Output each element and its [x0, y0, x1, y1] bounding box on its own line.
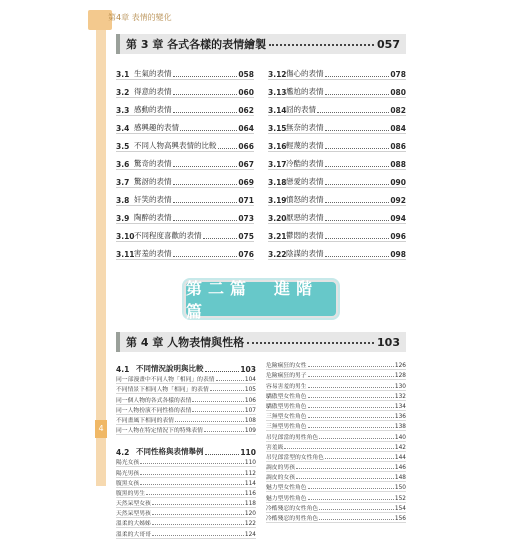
toc-entry[interactable]	[116, 374, 256, 384]
entry-label: 陽光男孩	[116, 470, 140, 477]
entry-page: 098	[390, 250, 406, 259]
toc-entry[interactable]	[266, 360, 406, 370]
toc-entry[interactable]	[268, 116, 406, 134]
leader-dots	[175, 420, 244, 422]
entry-page: 075	[238, 232, 254, 241]
toc-entry[interactable]	[268, 206, 406, 224]
toc-entry[interactable]	[116, 98, 254, 116]
toc-entry[interactable]	[116, 405, 256, 415]
entry-label: 同一個人物的各式各樣的表情	[116, 397, 192, 404]
entry-page: 105	[244, 387, 256, 394]
chapter-3-heading[interactable]	[116, 34, 406, 54]
leader-dots	[325, 92, 390, 95]
leader-dots	[140, 483, 244, 485]
leader-dots	[325, 457, 394, 459]
leader-dots	[203, 236, 238, 239]
entry-label: 輕蔑的表情	[286, 141, 324, 150]
leader-dots	[247, 336, 374, 344]
entry-label: 害羞的表情	[134, 249, 172, 258]
entry-number: 3.3	[116, 106, 130, 115]
entry-label: 天然呆型女孩	[116, 501, 151, 508]
entry-label: 感興趣的表情	[134, 123, 179, 132]
leader-dots	[308, 498, 394, 500]
entry-label: 驕傲型女性角色	[266, 393, 307, 400]
toc-entry[interactable]	[268, 98, 406, 116]
entry-page: 134	[394, 403, 406, 410]
entry-page: 107	[244, 407, 256, 414]
toc-entry[interactable]	[268, 152, 406, 170]
entry-label: 冷酷殘忍的男性角色	[266, 516, 319, 522]
entry-label: 冷酷殘忍的女性角色	[266, 505, 319, 512]
toc-entry[interactable]	[266, 421, 406, 431]
toc-entry[interactable]	[116, 116, 254, 134]
leader-dots	[308, 386, 394, 388]
entry-number: 3.21	[268, 232, 287, 241]
entry-number: 3.9	[116, 214, 130, 223]
entry-page: 148	[394, 475, 406, 482]
entry-number: 3.20	[268, 214, 287, 223]
entry-label: 得意的表情	[134, 87, 172, 96]
chapter-page: 103	[377, 335, 400, 349]
toc-entry[interactable]	[266, 492, 406, 502]
entry-page: 086	[390, 142, 406, 151]
entry-page: 062	[238, 106, 254, 115]
toc-entry[interactable]	[116, 188, 254, 206]
toc-entry[interactable]	[116, 384, 256, 394]
leader-dots	[210, 389, 244, 391]
entry-label: 陰謀的表情	[286, 249, 324, 258]
toc-entry[interactable]	[268, 242, 406, 260]
leader-dots	[173, 164, 238, 167]
entry-label: 驕傲型男性角色	[266, 403, 307, 410]
chapter-title: 第 4 章 人物表情與性格	[126, 336, 245, 349]
entry-page: 076	[238, 250, 254, 259]
entry-number: 3.14	[268, 106, 287, 115]
entry-number: 3.15	[268, 124, 287, 133]
toc-entry[interactable]	[116, 394, 256, 404]
entry-page: 132	[394, 393, 406, 400]
chapter-3-right-column	[268, 62, 406, 260]
section-page: 103	[240, 365, 256, 374]
leader-dots	[325, 236, 390, 239]
leader-dots	[152, 534, 244, 536]
toc-entry[interactable]	[266, 380, 406, 390]
toc-entry[interactable]	[116, 478, 256, 488]
part-2-banner[interactable]: 第二篇 進階篇	[184, 280, 338, 318]
leader-dots	[284, 447, 394, 449]
toc-entry[interactable]	[266, 472, 406, 482]
leader-dots	[152, 523, 244, 525]
leader-dots	[192, 400, 244, 402]
toc-entry[interactable]	[116, 62, 254, 80]
entry-page: 106	[244, 397, 256, 404]
leader-dots	[325, 200, 390, 203]
leader-dots	[152, 503, 244, 505]
entry-label: 害羞級	[266, 444, 284, 451]
entry-label: 危險瘋狂的女性	[266, 363, 307, 370]
entry-number: 3.19	[268, 196, 287, 205]
entry-number: 3.1	[116, 70, 130, 79]
entry-label: 陽光女孩	[116, 460, 140, 467]
leader-dots	[319, 518, 394, 520]
section-label: 不同性格與表情舉例	[136, 447, 204, 457]
toc-entry[interactable]	[116, 528, 256, 538]
entry-label: 奸笑的表情	[134, 195, 172, 204]
entry-page: 114	[244, 480, 256, 487]
leader-dots	[173, 92, 238, 95]
leader-dots	[173, 182, 238, 185]
entry-page: 120	[244, 511, 256, 518]
entry-page: 138	[394, 424, 406, 431]
chapter-3-entries	[116, 62, 406, 260]
entry-label: 同一人物扮演不同性格的表情	[116, 407, 192, 414]
leader-dots	[319, 508, 394, 510]
section-4-1-heading[interactable]	[116, 362, 256, 374]
entry-number: 3.13	[268, 88, 287, 97]
entry-label: 尷尬的表情	[286, 87, 324, 96]
toc-entry[interactable]	[266, 391, 406, 401]
toc-entry[interactable]	[116, 467, 256, 477]
entry-page: 144	[394, 454, 406, 461]
toc-entry[interactable]	[268, 134, 406, 152]
entry-label: 同一部漫畫中不同人物「相同」的表情	[116, 377, 215, 384]
entry-page: 066	[238, 142, 254, 151]
toc-entry[interactable]	[116, 508, 256, 518]
toc-entry[interactable]	[266, 503, 406, 513]
leader-dots	[146, 493, 244, 495]
leader-dots	[308, 375, 394, 377]
entry-label: 吊兒郎當型的女性角色	[266, 454, 324, 461]
entry-page: 110	[244, 460, 256, 467]
leader-dots	[325, 218, 390, 221]
entry-page: 156	[394, 516, 406, 522]
entry-page: 124	[244, 531, 256, 538]
entry-number: 3.17	[268, 160, 287, 169]
entry-label: 三無型男性角色	[266, 424, 307, 431]
toc-entry[interactable]	[116, 206, 254, 224]
entry-label: 溫柔的大哥哥	[116, 531, 151, 538]
entry-page: 126	[394, 363, 406, 370]
entry-label: 腹黑的男生	[116, 490, 145, 497]
entry-page: 112	[244, 470, 256, 477]
entry-label: 感動的表情	[134, 105, 172, 114]
entry-label: 腹黑女孩	[116, 480, 140, 487]
leader-dots	[325, 254, 390, 257]
leader-dots	[319, 437, 394, 439]
leader-dots	[296, 467, 394, 469]
chapter-4-entries	[116, 360, 406, 539]
entry-page: 104	[244, 377, 256, 384]
toc-entry[interactable]	[116, 224, 254, 242]
section-4-1-items	[116, 374, 256, 435]
entry-label: 不同人物高興表情的比較	[134, 141, 217, 150]
leader-dots	[140, 473, 244, 475]
leader-dots	[308, 426, 394, 428]
leader-dots	[180, 128, 237, 131]
sidebar-strip	[96, 18, 106, 486]
leader-dots	[325, 74, 390, 77]
entry-label: 冷酷的表情	[286, 159, 324, 168]
leader-dots	[308, 487, 394, 489]
entry-label: 調皮的男孩	[266, 465, 295, 472]
entry-page: 060	[238, 88, 254, 97]
entry-page: 152	[394, 495, 406, 502]
entry-page: 082	[390, 106, 406, 115]
entry-number: 3.7	[116, 178, 130, 187]
entry-label: 驚訝的表情	[134, 177, 172, 186]
leader-dots	[173, 218, 238, 221]
entry-number: 3.22	[268, 250, 287, 259]
leader-dots	[308, 406, 394, 408]
toc-entry[interactable]	[116, 242, 254, 260]
entry-page: 142	[394, 444, 406, 451]
entry-page: 084	[390, 124, 406, 133]
entry-label: 容易害羞的男生	[266, 383, 307, 390]
toc-entry[interactable]	[266, 513, 406, 523]
entry-number: 3.2	[116, 88, 130, 97]
entry-label: 吊兒郎當的男性角色	[266, 434, 319, 441]
entry-page: 128	[394, 373, 406, 380]
entry-page: 064	[238, 124, 254, 133]
entry-page: 094	[390, 214, 406, 223]
leader-dots	[308, 396, 394, 398]
leader-dots	[317, 110, 389, 113]
entry-page: 090	[390, 178, 406, 187]
entry-page: 130	[394, 383, 406, 390]
entry-page: 080	[390, 88, 406, 97]
toc-entry[interactable]	[116, 518, 256, 528]
entry-label: 傷心的表情	[286, 69, 324, 78]
entry-page: 092	[390, 196, 406, 205]
entry-page: 073	[238, 214, 254, 223]
toc-entry[interactable]	[116, 152, 254, 170]
entry-label: 魅力型男性角色	[266, 495, 307, 502]
leader-dots	[173, 254, 238, 257]
toc-entry[interactable]	[266, 431, 406, 441]
toc-entry[interactable]	[268, 188, 406, 206]
leader-dots	[204, 430, 244, 432]
leader-dots	[325, 164, 390, 167]
entry-page: 108	[244, 417, 256, 424]
toc-entry[interactable]	[266, 482, 406, 492]
toc-entry[interactable]	[116, 134, 254, 152]
section-4-2-heading[interactable]	[116, 445, 256, 457]
chapter-title: 第 3 章 各式各樣的表情繪製	[126, 38, 267, 51]
chapter-4-right-column	[266, 360, 406, 539]
entry-page: 088	[390, 160, 406, 169]
leader-dots	[269, 38, 374, 46]
entry-number: 3.8	[116, 196, 130, 205]
entry-label: 魅力型女性角色	[266, 485, 307, 492]
entry-label: 陶醉的表情	[134, 213, 172, 222]
entry-number: 3.11	[116, 250, 135, 259]
toc-entry[interactable]	[116, 170, 254, 188]
entry-number: 3.6	[116, 160, 130, 169]
entry-number: 3.4	[116, 124, 130, 133]
toc-entry[interactable]	[268, 224, 406, 242]
entry-page: 146	[394, 465, 406, 472]
entry-page: 078	[390, 70, 406, 79]
leader-dots	[192, 410, 244, 412]
toc-entry[interactable]	[266, 452, 406, 462]
entry-label: 戀愛的表情	[286, 177, 324, 186]
toc-entry[interactable]	[116, 415, 256, 425]
leader-dots	[140, 462, 244, 464]
toc-entry[interactable]	[268, 62, 406, 80]
side-page-mark: 4	[95, 420, 107, 438]
entry-label: 囧的表情	[286, 105, 316, 114]
entry-label: 不同情景下相同人物「相同」的表情	[116, 387, 209, 394]
entry-number: 3.10	[116, 232, 135, 241]
leader-dots	[308, 416, 394, 418]
toc-entry[interactable]	[116, 425, 256, 435]
section-number: 4.2	[116, 448, 130, 458]
entry-label: 調皮的女孩	[266, 475, 295, 482]
entry-page: 109	[244, 428, 256, 435]
chapter-4-left-column	[116, 360, 256, 539]
toc-entry[interactable]	[116, 498, 256, 508]
entry-number: 3.18	[268, 178, 287, 187]
entry-label: 天然呆型男孩	[116, 511, 151, 518]
entry-page: 096	[390, 232, 406, 241]
leader-dots	[296, 477, 394, 479]
leader-dots	[216, 379, 244, 381]
entry-label: 不同畫風下相同的表情	[116, 417, 174, 424]
toc-entry[interactable]	[116, 457, 256, 467]
entry-page: 154	[394, 505, 406, 512]
toc-entry[interactable]	[268, 170, 406, 188]
toc-entry[interactable]	[266, 442, 406, 452]
entry-page: 069	[238, 178, 254, 187]
section-label: 不同情況說明與比較	[136, 364, 204, 373]
toc-entry[interactable]	[116, 80, 254, 98]
entry-label: 危險瘋狂的男子	[266, 373, 307, 380]
entry-label: 鬱悶的表情	[286, 231, 324, 240]
entry-page: 136	[394, 414, 406, 421]
entry-page: 071	[238, 196, 254, 205]
toc-entry[interactable]	[266, 370, 406, 380]
entry-page: 140	[394, 434, 406, 441]
leader-dots	[173, 74, 238, 77]
entry-page: 118	[244, 501, 256, 508]
toc-content	[116, 34, 406, 539]
toc-entry[interactable]	[266, 462, 406, 472]
leader-dots	[325, 146, 390, 149]
leader-dots	[205, 452, 240, 455]
entry-page: 122	[244, 521, 256, 528]
entry-label: 憤怒的表情	[286, 195, 324, 204]
entry-number: 3.5	[116, 142, 130, 151]
running-header: 第4章 表情的變化	[108, 13, 172, 22]
toc-entry[interactable]	[266, 411, 406, 421]
entry-page: 116	[244, 490, 256, 497]
toc-entry[interactable]	[268, 80, 406, 98]
entry-label: 無奈的表情	[286, 123, 324, 132]
section-page: 110	[240, 448, 256, 458]
entry-label: 溫柔的大姊姊	[116, 521, 151, 528]
leader-dots	[173, 110, 238, 113]
leader-dots	[308, 365, 394, 367]
entry-label: 三無型女性角色	[266, 414, 307, 421]
section-4-2-items	[116, 457, 256, 539]
entry-label: 驚奇的表情	[134, 159, 172, 168]
chapter-4-heading[interactable]	[116, 332, 406, 352]
entry-label: 生氣的表情	[134, 69, 172, 78]
entry-number: 3.16	[268, 142, 287, 151]
leader-dots	[173, 200, 238, 203]
leader-dots	[325, 128, 390, 131]
entry-page: 150	[394, 485, 406, 492]
chapter-page: 057	[377, 37, 400, 51]
section-number: 4.1	[116, 365, 130, 374]
leader-dots	[152, 513, 244, 515]
leader-dots	[218, 146, 238, 149]
entry-number: 3.12	[268, 70, 287, 79]
entry-label: 不同程度喜歡的表情	[134, 231, 202, 240]
leader-dots	[325, 182, 390, 185]
toc-entry[interactable]	[266, 401, 406, 411]
toc-entry[interactable]	[116, 488, 256, 498]
entry-label: 同一人物在特定情況下的特殊表情	[116, 428, 203, 435]
leader-dots	[205, 369, 240, 372]
entry-label: 厭惡的表情	[286, 213, 324, 222]
entry-page: 058	[238, 70, 254, 79]
entry-page: 067	[238, 160, 254, 169]
chapter-3-left-column	[116, 62, 254, 260]
